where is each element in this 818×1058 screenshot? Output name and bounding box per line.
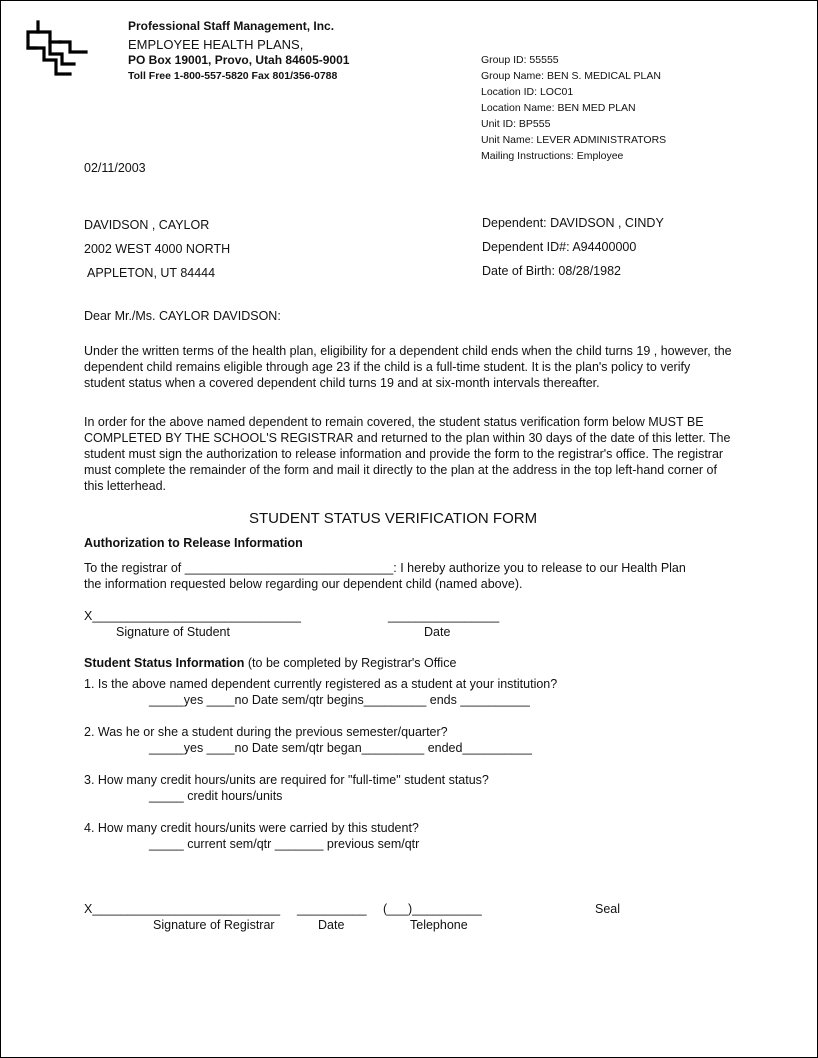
location-name: Location Name: BEN MED PLAN (481, 102, 636, 114)
unit-name: Unit Name: LEVER ADMINISTRATORS (481, 134, 667, 146)
form-title: STUDENT STATUS VERIFICATION FORM (249, 510, 538, 527)
paragraph-instructions: In order for the above named dependent to remain covered, the student status verification form below MUST BE COMPLETED BY THE SCHOOL'S REGISTRAR and returned to the plan within 30 days of the date of this letter. The student must sign the authorization to release information and provide the form to the registrar's office. The registrar must complete the remainder of the form and mail it directly to the plan at the address in the top left-hand corner of this letterhead. (84, 415, 731, 493)
recipient-city: APPLETON, UT 84444 (87, 266, 216, 280)
group-name: Group Name: BEN S. MEDICAL PLAN (481, 70, 661, 82)
registrar-signature-line[interactable]: X___________________________ (84, 902, 281, 916)
company-logo (24, 18, 90, 78)
mailing-instructions: Mailing Instructions: Employee (481, 150, 624, 162)
question-2: 2. Was he or she a student during the previous semester/quarter? (84, 725, 448, 739)
dependent-name: Dependent: DAVIDSON , CINDY (482, 216, 664, 230)
student-date-label: Date (424, 625, 451, 639)
status-heading-note: (to be completed by Registrar's Office (244, 656, 457, 670)
question-1: 1. Is the above named dependent currently registered as a student at your institution? (84, 677, 558, 691)
student-date-line[interactable]: ________________ (388, 609, 500, 623)
salutation: Dear Mr./Ms. CAYLOR DAVIDSON: (84, 309, 281, 323)
question-1-answers[interactable]: _____yes ____no Date sem/qtr begins_________ ends __________ (149, 693, 530, 707)
recipient-street: 2002 WEST 4000 NORTH (84, 242, 231, 256)
company-name: Professional Staff Management, Inc. (128, 19, 335, 33)
authorization-line-2: the information requested below regarding our dependent child (named above). (84, 577, 523, 591)
student-signature-line[interactable]: X______________________________ (84, 609, 301, 623)
registrar-date-label: Date (318, 918, 345, 932)
status-heading (84, 656, 456, 670)
authorization-line-1: To the registrar of ______________________________: I hereby authorize you to release to our Health Plan (84, 561, 686, 575)
company-phone: Toll Free 1-800-557-5820 Fax 801/356-0788 (128, 70, 338, 82)
question-2-answers[interactable]: _____yes ____no Date sem/qtr began_________ ended__________ (149, 741, 532, 755)
registrar-phone-label: Telephone (410, 918, 468, 932)
letter-date: 02/11/2003 (84, 161, 146, 175)
group-id: Group ID: 55555 (481, 54, 559, 66)
student-signature-label: Signature of Student (116, 625, 230, 639)
location-id: Location ID: LOC01 (481, 86, 574, 98)
registrar-signature-label: Signature of Registrar (153, 918, 275, 932)
authorization-heading: Authorization to Release Information (84, 536, 303, 550)
seal-label: Seal (595, 902, 621, 916)
registrar-phone-line[interactable]: (___)__________ (383, 902, 482, 916)
question-3-answers[interactable]: _____ credit hours/units (149, 789, 283, 803)
status-heading-bold: Student Status Information (84, 656, 245, 670)
plan-name: EMPLOYEE HEALTH PLANS, (128, 37, 304, 52)
group-info-block (481, 52, 666, 164)
dependent-dob: Date of Birth: 08/28/1982 (482, 264, 621, 278)
recipient-name: DAVIDSON , CAYLOR (84, 218, 210, 232)
registrar-date-line[interactable]: __________ (297, 902, 367, 916)
question-4-answers[interactable]: _____ current sem/qtr _______ previous sem/qtr (149, 837, 420, 851)
company-address: PO Box 19001, Provo, Utah 84605-9001 (128, 53, 350, 67)
unit-id: Unit ID: BP555 (481, 118, 551, 130)
question-4: 4. How many credit hours/units were carried by this student? (84, 821, 419, 835)
paragraph-eligibility: Under the written terms of the health plan, eligibility for a dependent child ends when the child turns 19 , however, the dependent child remains eligible through age 23 if the child is a full-time student. It is the plan's policy to verify student status when a covered dependent child turns 19 and at six-month intervals thereafter. (84, 344, 732, 390)
dependent-id: Dependent ID#: A94400000 (482, 240, 637, 254)
question-3: 3. How many credit hours/units are required for "full-time" student status? (84, 773, 489, 787)
